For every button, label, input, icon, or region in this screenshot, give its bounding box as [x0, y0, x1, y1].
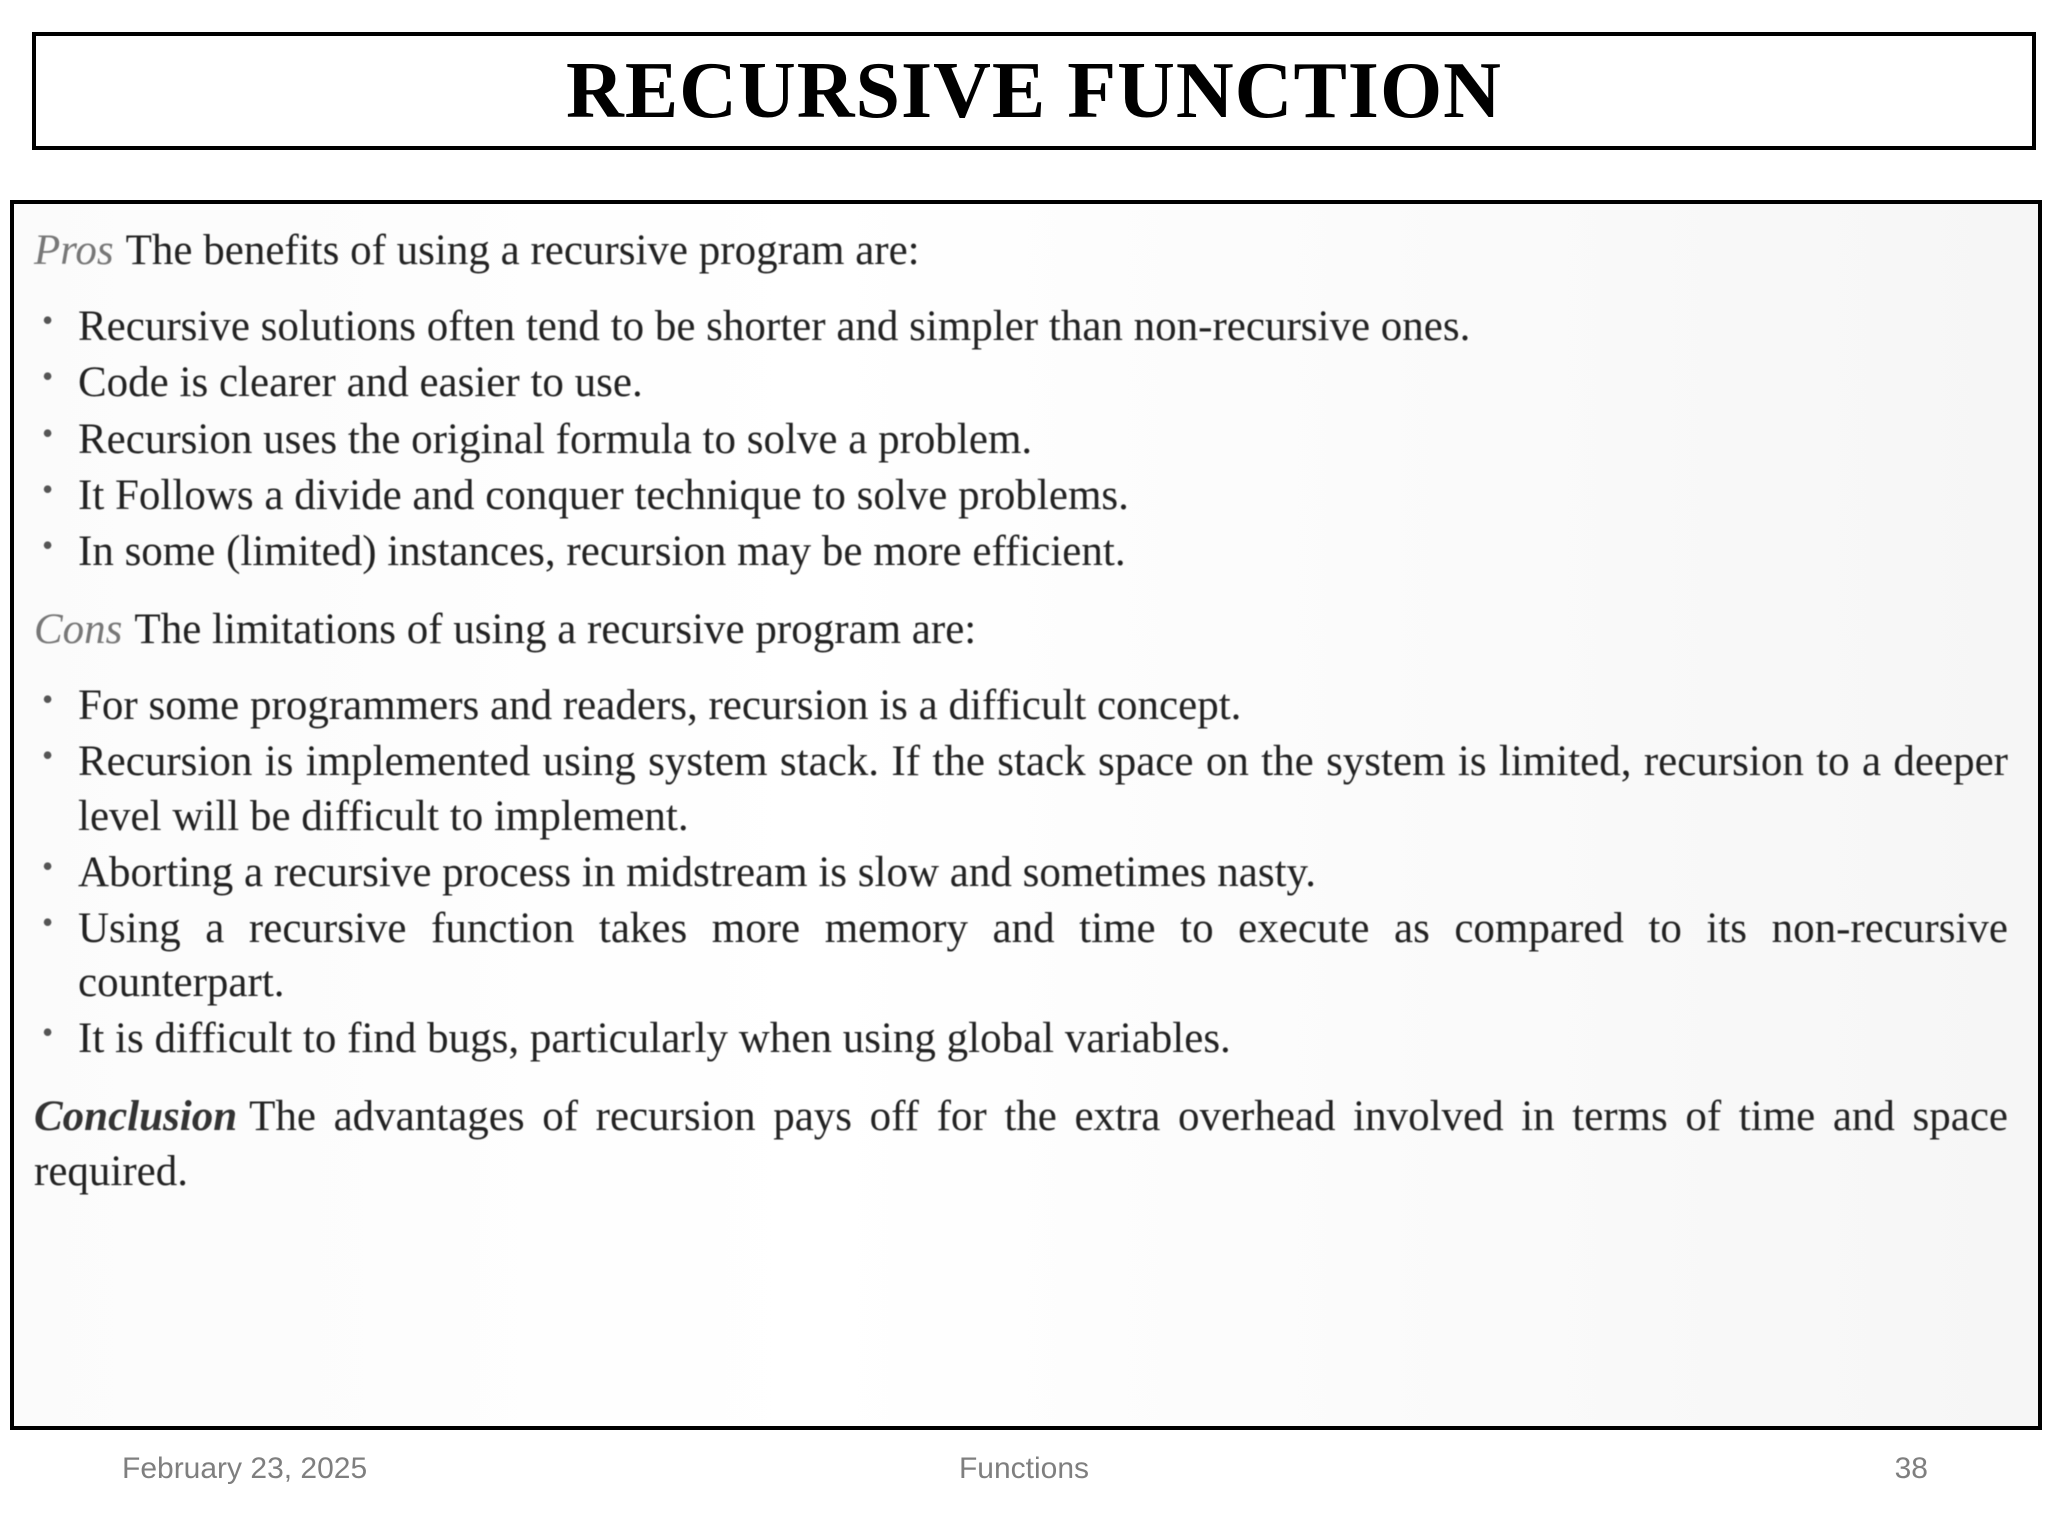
slide-title-box [32, 32, 2036, 150]
list-item-text: It is difficult to find bugs, particularly when using global variables. [78, 1015, 1231, 1063]
footer-title: Functions [958, 1452, 1090, 1485]
cons-heading [34, 603, 2018, 657]
pros-heading [34, 224, 2018, 278]
scanned-text-panel [10, 200, 2042, 1430]
list-item [34, 413, 2018, 467]
slide-number: 38 [1894, 1452, 1928, 1485]
pros-heading-text: The benefits of using a recursive program are: [125, 227, 920, 274]
cons-tag: Cons [34, 606, 123, 654]
list-item [34, 356, 2018, 410]
list-item [34, 846, 2018, 900]
list-item-text: Recursion is implemented using system stack. If the stack space on the system is limited, recursion to a deeper level will be difficult to implement. [78, 738, 2008, 840]
list-item-text: It Follows a divide and conquer technique to solve problems. [78, 471, 1129, 519]
pros-tag: Pros [34, 227, 114, 274]
bullet-icon: • [42, 302, 54, 339]
list-item [34, 1012, 2018, 1066]
bullet-icon: • [42, 847, 54, 884]
bullet-icon: • [42, 903, 54, 940]
scanned-text [34, 224, 2018, 1199]
bullet-icon: • [42, 470, 54, 507]
list-item-text: Using a recursive function takes more memory and time to execute as compared to its non-recursive counterpart. [78, 904, 2008, 1007]
bullet-icon: • [42, 414, 54, 451]
list-item-text: In some (limited) instances, recursion may be more efficient. [78, 527, 1126, 575]
list-item [34, 902, 2018, 1010]
list-item-text: Aborting a recursive process in midstream is slow and sometimes nasty. [78, 848, 1316, 896]
list-item-text: For some programmers and readers, recursion is a difficult concept. [78, 682, 1242, 730]
list-item [34, 735, 2018, 843]
conclusion-tag: Conclusion [34, 1093, 238, 1141]
slide-title: RECURSIVE FUNCTION [566, 47, 1502, 135]
cons-heading-text: The limitations of using a recursive program are: [134, 606, 977, 654]
pros-list [34, 300, 2018, 579]
list-item [34, 679, 2018, 733]
bullet-icon: • [42, 681, 54, 718]
bullet-icon: • [42, 1014, 54, 1051]
conclusion-text: The advantages of recursion pays off for the extra overhead involved in terms of time and space required. [34, 1093, 2008, 1195]
bullet-icon: • [42, 358, 54, 395]
list-item [34, 525, 2018, 579]
list-item [34, 300, 2018, 354]
conclusion-paragraph [34, 1090, 2018, 1198]
bullet-icon: • [42, 737, 54, 774]
list-item-text: Code is clearer and easier to use. [78, 359, 643, 407]
list-item-text: Recursive solutions often tend to be shorter and simpler than non-recursive ones. [78, 303, 1471, 351]
footer-date: February 23, 2025 [122, 1452, 368, 1485]
bullet-icon: • [42, 526, 54, 563]
list-item [34, 469, 2018, 523]
list-item-text: Recursion uses the original formula to solve a problem. [78, 415, 1033, 463]
cons-list [34, 679, 2018, 1066]
